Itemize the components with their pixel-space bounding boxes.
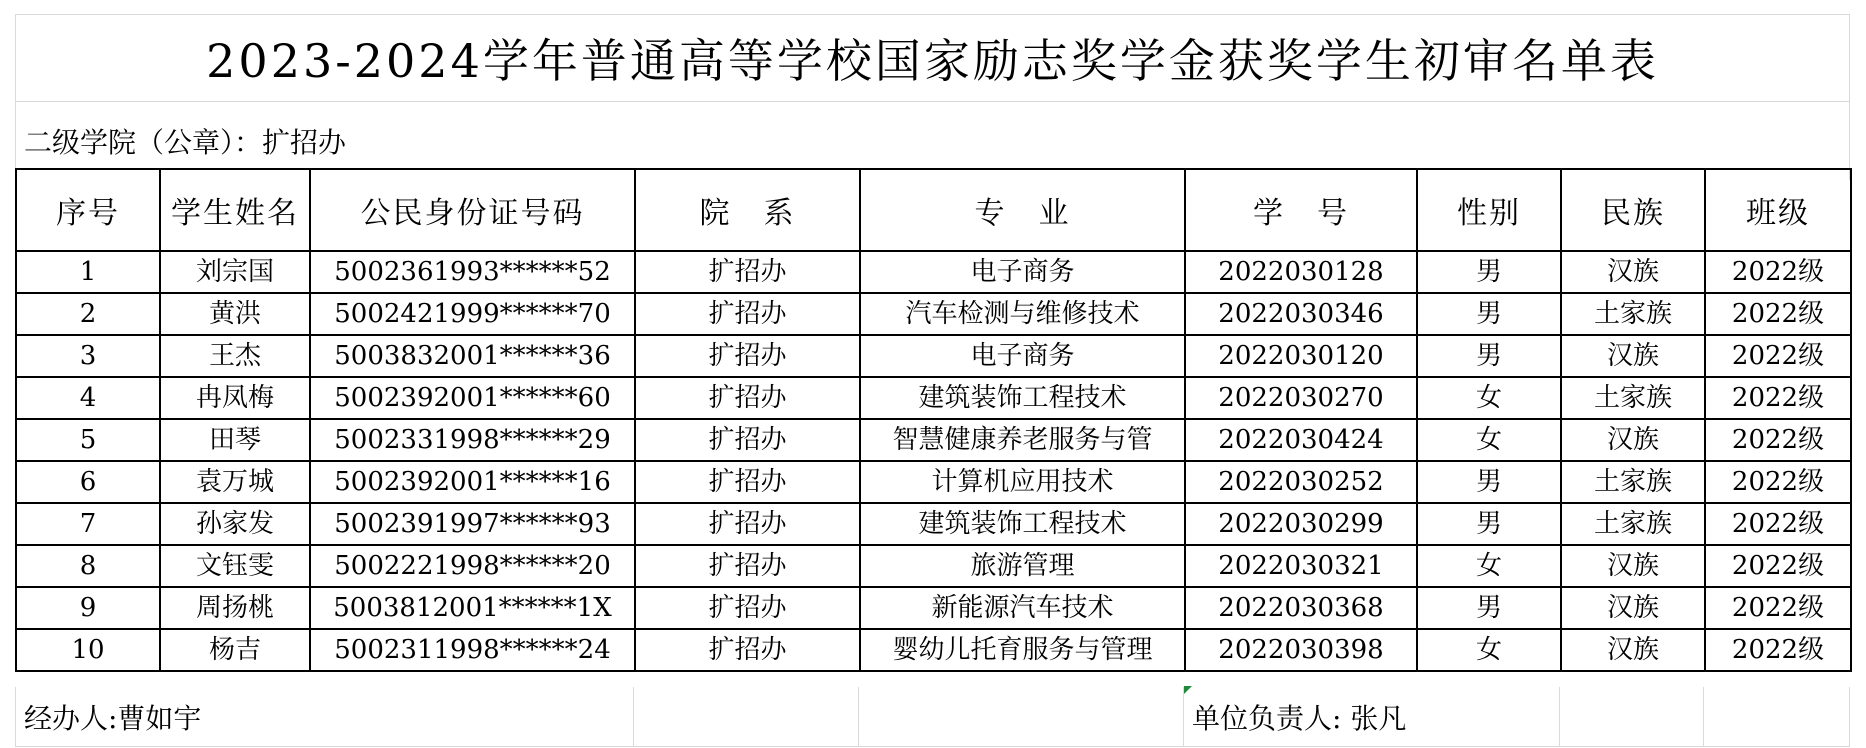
cell-class[interactable]: 2022级: [1705, 587, 1851, 629]
cell-student-id[interactable]: 2022030252: [1185, 461, 1417, 503]
cell-student-id[interactable]: 2022030120: [1185, 335, 1417, 377]
cell-ethnicity[interactable]: 汉族: [1561, 419, 1705, 461]
cell-gender[interactable]: 男: [1417, 251, 1561, 293]
cell-gender[interactable]: 男: [1417, 587, 1561, 629]
cell-name[interactable]: 王杰: [160, 335, 310, 377]
cell-department[interactable]: 扩招办: [635, 587, 860, 629]
table-row: [16, 461, 1851, 503]
cell-class[interactable]: 2022级: [1705, 335, 1851, 377]
cell-index[interactable]: 7: [16, 503, 160, 545]
empty-cell[interactable]: [1704, 687, 1850, 747]
cell-index[interactable]: 8: [16, 545, 160, 587]
cell-ethnicity[interactable]: 汉族: [1561, 629, 1705, 671]
cell-student-id[interactable]: 2022030346: [1185, 293, 1417, 335]
cell-gender[interactable]: 女: [1417, 629, 1561, 671]
responsible-cell[interactable]: [1184, 687, 1560, 747]
col-header-department[interactable]: 院 系: [635, 169, 860, 251]
title-cell[interactable]: [15, 14, 1850, 102]
cell-name[interactable]: 孙家发: [160, 503, 310, 545]
cell-comment-marker: [1184, 686, 1192, 694]
cell-class[interactable]: 2022级: [1705, 419, 1851, 461]
responsible-label: 单位负责人: 张凡: [1192, 701, 1407, 735]
table-row: [16, 419, 1851, 461]
cell-major[interactable]: 建筑装饰工程技术: [860, 503, 1185, 545]
col-header-ethnicity[interactable]: 民族: [1561, 169, 1705, 251]
cell-class[interactable]: 2022级: [1705, 461, 1851, 503]
col-header-name[interactable]: 学生姓名: [160, 169, 310, 251]
handler-cell[interactable]: [15, 687, 634, 747]
cell-department[interactable]: 扩招办: [635, 545, 860, 587]
cell-index[interactable]: 10: [16, 629, 160, 671]
cell-student-id[interactable]: 2022030128: [1185, 251, 1417, 293]
cell-student-id[interactable]: 2022030270: [1185, 377, 1417, 419]
cell-ethnicity[interactable]: 汉族: [1561, 587, 1705, 629]
cell-name[interactable]: 文钰雯: [160, 545, 310, 587]
cell-class[interactable]: 2022级: [1705, 293, 1851, 335]
cell-ethnicity[interactable]: 土家族: [1561, 293, 1705, 335]
cell-id-number[interactable]: 5002311998******24: [310, 629, 635, 671]
footer-row: [15, 687, 1850, 747]
cell-ethnicity[interactable]: 土家族: [1561, 503, 1705, 545]
page-title: 2023-2024学年普通高等学校国家励志奖学金获奖学生初审名单表: [206, 34, 1659, 88]
cell-gender[interactable]: 男: [1417, 461, 1561, 503]
cell-name[interactable]: 冉凤梅: [160, 377, 310, 419]
cell-major[interactable]: 计算机应用技术: [860, 461, 1185, 503]
cell-id-number[interactable]: 5002221998******20: [310, 545, 635, 587]
cell-name[interactable]: 袁万城: [160, 461, 310, 503]
cell-name[interactable]: 刘宗国: [160, 251, 310, 293]
cell-ethnicity[interactable]: 汉族: [1561, 335, 1705, 377]
cell-id-number[interactable]: 5003812001******1X: [310, 587, 635, 629]
cell-department[interactable]: 扩招办: [635, 629, 860, 671]
table-row: [16, 377, 1851, 419]
cell-major[interactable]: 电子商务: [860, 335, 1185, 377]
cell-index[interactable]: 4: [16, 377, 160, 419]
cell-index[interactable]: 6: [16, 461, 160, 503]
cell-id-number[interactable]: 5002392001******60: [310, 377, 635, 419]
cell-id-number[interactable]: 5002421999******70: [310, 293, 635, 335]
cell-name[interactable]: 周扬桃: [160, 587, 310, 629]
cell-department[interactable]: 扩招办: [635, 251, 860, 293]
table-row: [16, 335, 1851, 377]
cell-student-id[interactable]: 2022030398: [1185, 629, 1417, 671]
cell-index[interactable]: 9: [16, 587, 160, 629]
roster-body: [16, 251, 1851, 671]
table-row: [16, 503, 1851, 545]
cell-department[interactable]: 扩招办: [635, 335, 860, 377]
cell-major[interactable]: 新能源汽车技术: [860, 587, 1185, 629]
cell-class[interactable]: 2022级: [1705, 629, 1851, 671]
cell-index[interactable]: 3: [16, 335, 160, 377]
table-row: [16, 251, 1851, 293]
col-header-index[interactable]: 序号: [16, 169, 160, 251]
cell-ethnicity[interactable]: 汉族: [1561, 251, 1705, 293]
cell-student-id[interactable]: 2022030299: [1185, 503, 1417, 545]
cell-major[interactable]: 建筑装饰工程技术: [860, 377, 1185, 419]
table-row: [16, 293, 1851, 335]
table-row: [16, 629, 1851, 671]
cell-gender[interactable]: 女: [1417, 545, 1561, 587]
cell-ethnicity[interactable]: 汉族: [1561, 545, 1705, 587]
col-header-id-number[interactable]: 公民身份证号码: [310, 169, 635, 251]
cell-name[interactable]: 田琴: [160, 419, 310, 461]
cell-department[interactable]: 扩招办: [635, 461, 860, 503]
cell-id-number[interactable]: 5002392001******16: [310, 461, 635, 503]
cell-student-id[interactable]: 2022030321: [1185, 545, 1417, 587]
cell-index[interactable]: 1: [16, 251, 160, 293]
cell-index[interactable]: 2: [16, 293, 160, 335]
cell-student-id[interactable]: 2022030368: [1185, 587, 1417, 629]
cell-gender[interactable]: 女: [1417, 419, 1561, 461]
cell-gender[interactable]: 男: [1417, 503, 1561, 545]
cell-index[interactable]: 5: [16, 419, 160, 461]
cell-name[interactable]: 黄洪: [160, 293, 310, 335]
cell-id-number[interactable]: 5002391997******93: [310, 503, 635, 545]
cell-name[interactable]: 杨吉: [160, 629, 310, 671]
cell-major[interactable]: 智慧健康养老服务与管: [860, 419, 1185, 461]
cell-gender[interactable]: 男: [1417, 335, 1561, 377]
empty-cell[interactable]: [1560, 687, 1704, 747]
cell-class[interactable]: 2022级: [1705, 545, 1851, 587]
cell-id-number[interactable]: 5003832001******36: [310, 335, 635, 377]
table-row: [16, 587, 1851, 629]
cell-class[interactable]: 2022级: [1705, 377, 1851, 419]
cell-student-id[interactable]: 2022030424: [1185, 419, 1417, 461]
cell-id-number[interactable]: 5002331998******29: [310, 419, 635, 461]
cell-major[interactable]: 汽车检测与维修技术: [860, 293, 1185, 335]
col-header-class[interactable]: 班级: [1705, 169, 1851, 251]
cell-class[interactable]: 2022级: [1705, 251, 1851, 293]
college-label: 二级学院（公章）：扩招办: [24, 126, 347, 159]
empty-cell[interactable]: [859, 687, 1184, 747]
handler-label: 经办人:曹如宇: [24, 701, 202, 735]
table-row: [16, 545, 1851, 587]
roster-table: [15, 168, 1852, 672]
cell-department[interactable]: 扩招办: [635, 503, 860, 545]
cell-department[interactable]: 扩招办: [635, 419, 860, 461]
cell-department[interactable]: 扩招办: [635, 293, 860, 335]
empty-cell[interactable]: [634, 687, 859, 747]
cell-gender[interactable]: 女: [1417, 377, 1561, 419]
col-header-student-id[interactable]: 学 号: [1185, 169, 1417, 251]
col-header-gender[interactable]: 性别: [1417, 169, 1561, 251]
cell-department[interactable]: 扩招办: [635, 377, 860, 419]
cell-ethnicity[interactable]: 土家族: [1561, 461, 1705, 503]
cell-id-number[interactable]: 5002361993******52: [310, 251, 635, 293]
cell-gender[interactable]: 男: [1417, 293, 1561, 335]
col-header-major[interactable]: 专 业: [860, 169, 1185, 251]
cell-major[interactable]: 电子商务: [860, 251, 1185, 293]
cell-ethnicity[interactable]: 土家族: [1561, 377, 1705, 419]
header-row: [16, 169, 1851, 251]
cell-major[interactable]: 婴幼儿托育服务与管理: [860, 629, 1185, 671]
cell-class[interactable]: 2022级: [1705, 503, 1851, 545]
spreadsheet: [15, 14, 1850, 734]
cell-major[interactable]: 旅游管理: [860, 545, 1185, 587]
